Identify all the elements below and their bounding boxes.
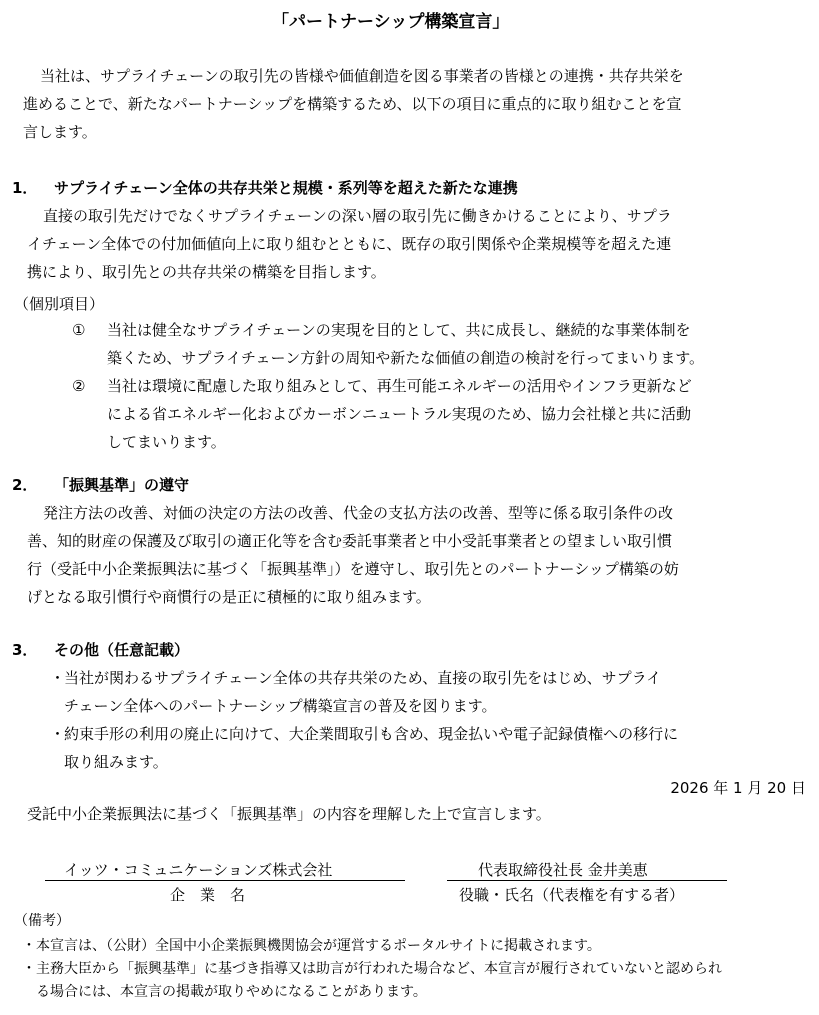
individual-items-label: （個別項目） [14,295,105,313]
bullet-line: 約束手形の利用の廃止に向けて、大企業間取引も含め、現金払いや電子記録債権への移行に [64,725,679,743]
representative-label: 役職・氏名（代表権を有する者） [459,886,685,904]
bullet-marker: ・ [50,669,66,687]
bullet-line: 当社が関わるサプライチェーン全体の共存共栄のため、直接の取引先をはじめ、サプライ [64,669,662,687]
section-body-line: 善、知的財産の保護及び取引の適正化等を含む委託事業者と中小受託事業者との望ましい取引慣 [27,532,673,550]
section-heading: その他（任意記載） [54,641,190,659]
section-body-line: 行（受託中小企業振興法に基づく「振興基準」）を遵守し、取引先とのパートナーシップ構築の妨 [27,560,679,578]
intro-line: 言します。 [23,123,97,141]
representative-underline [447,880,727,881]
section-body-line: 直接の取引先だけでなくサプライチェーンの深い層の取引先に働きかけることにより、サプラ [43,207,672,225]
company-label: 企 業 名 [170,886,246,904]
bullet-line: チェーン全体へのパートナーシップ構築宣言の普及を図ります。 [64,697,497,715]
section-heading: サプライチェーン全体の共存共栄と規模・系列等を超えた新たな連携 [54,179,518,197]
section-number: 1． [12,179,38,197]
item-line: 当社は環境に配慮した取り組みとして、再生可能エネルギーの活用やインフラ更新など [107,377,692,395]
section-number: 3． [12,641,38,659]
notes-label: （備考） [14,913,70,929]
declaration-statement: 受託中小企業振興法に基づく「振興基準」の内容を理解した上で宣言します。 [27,805,551,823]
item-line: 当社は健全なサプライチェーンの実現を目的として、共に成長し、継続的な事業体制を [107,321,691,339]
note-line: ・本宣言は、（公財）全国中小企業振興機関協会が運営するポータルサイトに掲載されます。 [22,938,601,954]
bullet-line: 取り組みます。 [64,753,168,771]
representative-name: 代表取締役社長 金井美恵 [478,861,648,879]
intro-line: 進めることで、新たなパートナーシップを構築するため、以下の項目に重点的に取り組むことを宣 [23,95,682,113]
item-line: による省エネルギー化およびカーボンニュートラル実現のため、協力会社様と共に活動 [107,405,691,423]
document-title: 「パートナーシップ構築宣言」 [272,12,510,32]
section-body-line: げとなる取引慣行や商慣行の是正に積極的に取り組みます。 [27,588,431,606]
bullet-marker: ・ [50,725,66,743]
section-heading: 「振興基準」の遵守 [54,476,190,494]
item-marker: ② [72,377,86,395]
section-body-line: 携により、取引先との共存共栄の構築を目指します。 [27,263,386,281]
item-line: 築くため、サプライチェーン方針の周知や新たな価値の創造の検討を行ってまいります。 [107,349,705,367]
section-body-line: イチェーン全体での付加価値向上に取り組むとともに、既存の取引関係や企業規模等を超えた連 [27,235,672,253]
section-number: 2． [12,476,38,494]
note-line: る場合には、本宣言の掲載が取りやめになることがあります。 [36,984,427,1000]
declaration-date: 2026 年 1 月 20 日 [670,779,806,797]
company-name: イッツ・コミュニケーションズ株式会社 [64,861,333,879]
note-line: ・主務大臣から「振興基準」に基づき指導又は助言が行われた場合など、本宣言が履行されていないと認められ [22,961,722,977]
intro-line: 当社は、サプライチェーンの取引先の皆様や価値創造を図る事業者の皆様との連携・共存共栄を [40,67,684,85]
item-marker: ① [72,321,86,339]
company-underline [45,880,405,881]
item-line: してまいります。 [107,433,226,451]
section-body-line: 発注方法の改善、対価の決定の方法の改善、代金の支払方法の改善、型等に係る取引条件の改 [43,504,674,522]
